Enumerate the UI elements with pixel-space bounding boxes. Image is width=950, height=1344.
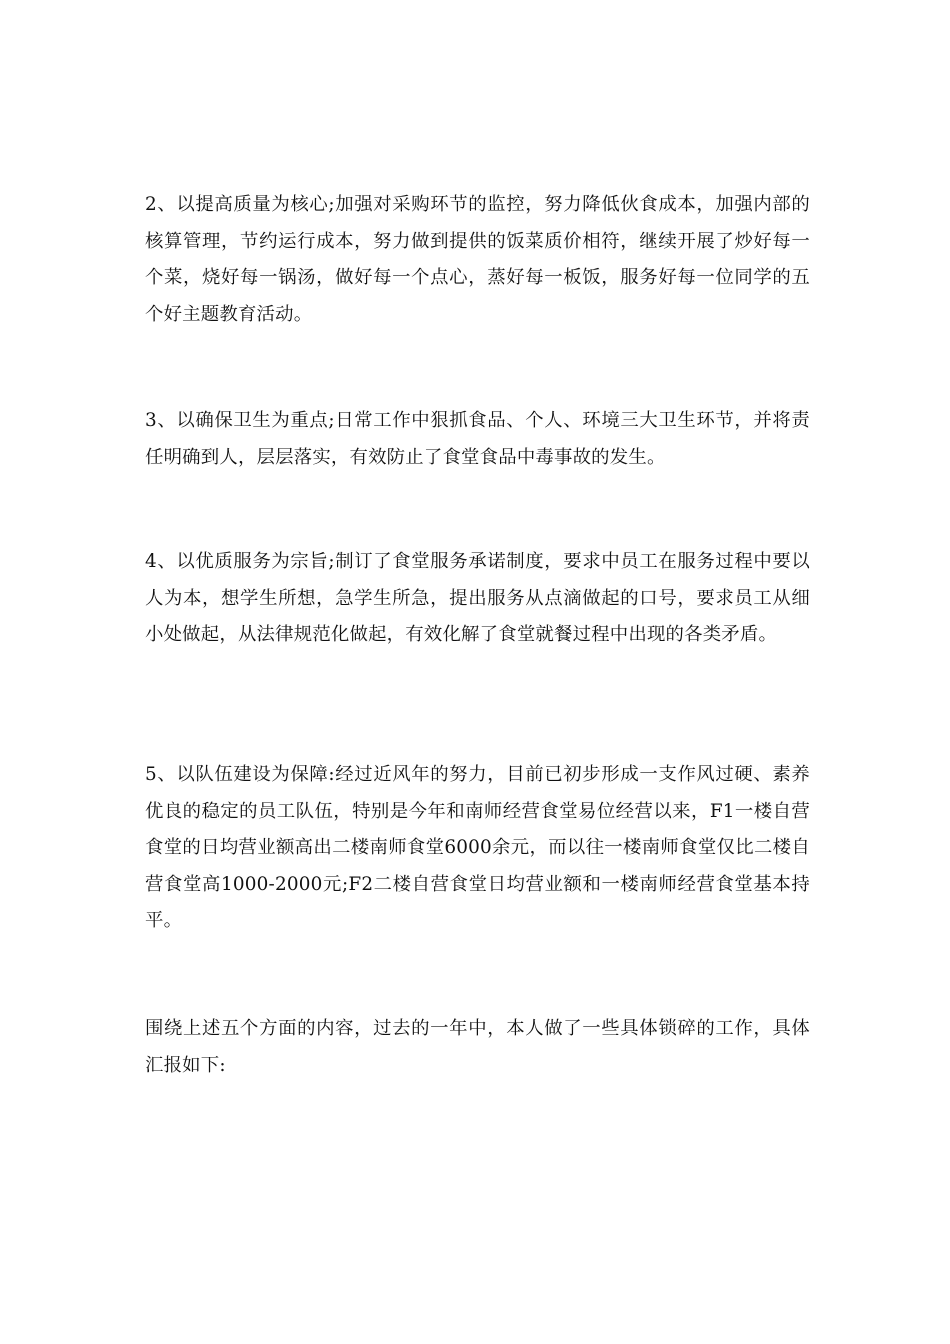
paragraph-item-4: 4、以优质服务为宗旨;制订了食堂服务承诺制度，要求中员工在服务过程中要以人为本，想学生所想，急学生所急，提出服务从点滴做起的口号，要求员工从细小处做起，从法律规范化做起，有效化解了食堂就餐过程中出现的各类矛盾。 <box>145 551 810 645</box>
paragraph-item-3: 3、以确保卫生为重点;日常工作中狠抓食品、个人、环境三大卫生环节，并将责任明确到人，层层落实，有效防止了食堂食品中毒事故的发生。 <box>145 410 810 468</box>
paragraph-summary: 围绕上述五个方面的内容，过去的一年中，本人做了一些具体锁碎的工作，具体汇报如下: <box>145 1018 810 1076</box>
paragraph-item-5: 5、以队伍建设为保障:经过近风年的努力，目前已初步形成一支作风过硬、素养优良的稳定的员工队伍，特别是今年和南师经营食堂易位经营以来，F1一楼自营食堂的日均营业额高出二楼南师食堂6000余元，而以往一楼南师食堂仅比二楼自营食堂高1000-2000元;F2二楼自营食堂日均营业额和一楼南师经营食堂基本持平。 <box>145 764 810 931</box>
paragraph-item-2: 2、以提高质量为核心;加强对采购环节的监控，努力降低伙食成本，加强内部的核算管理，节约运行成本，努力做到提供的饭菜质价相符，继续开展了炒好每一个菜，烧好每一锅汤，做好每一个点心，蒸好每一板饭，服务好每一位同学的五个好主题教育活动。 <box>145 194 810 325</box>
